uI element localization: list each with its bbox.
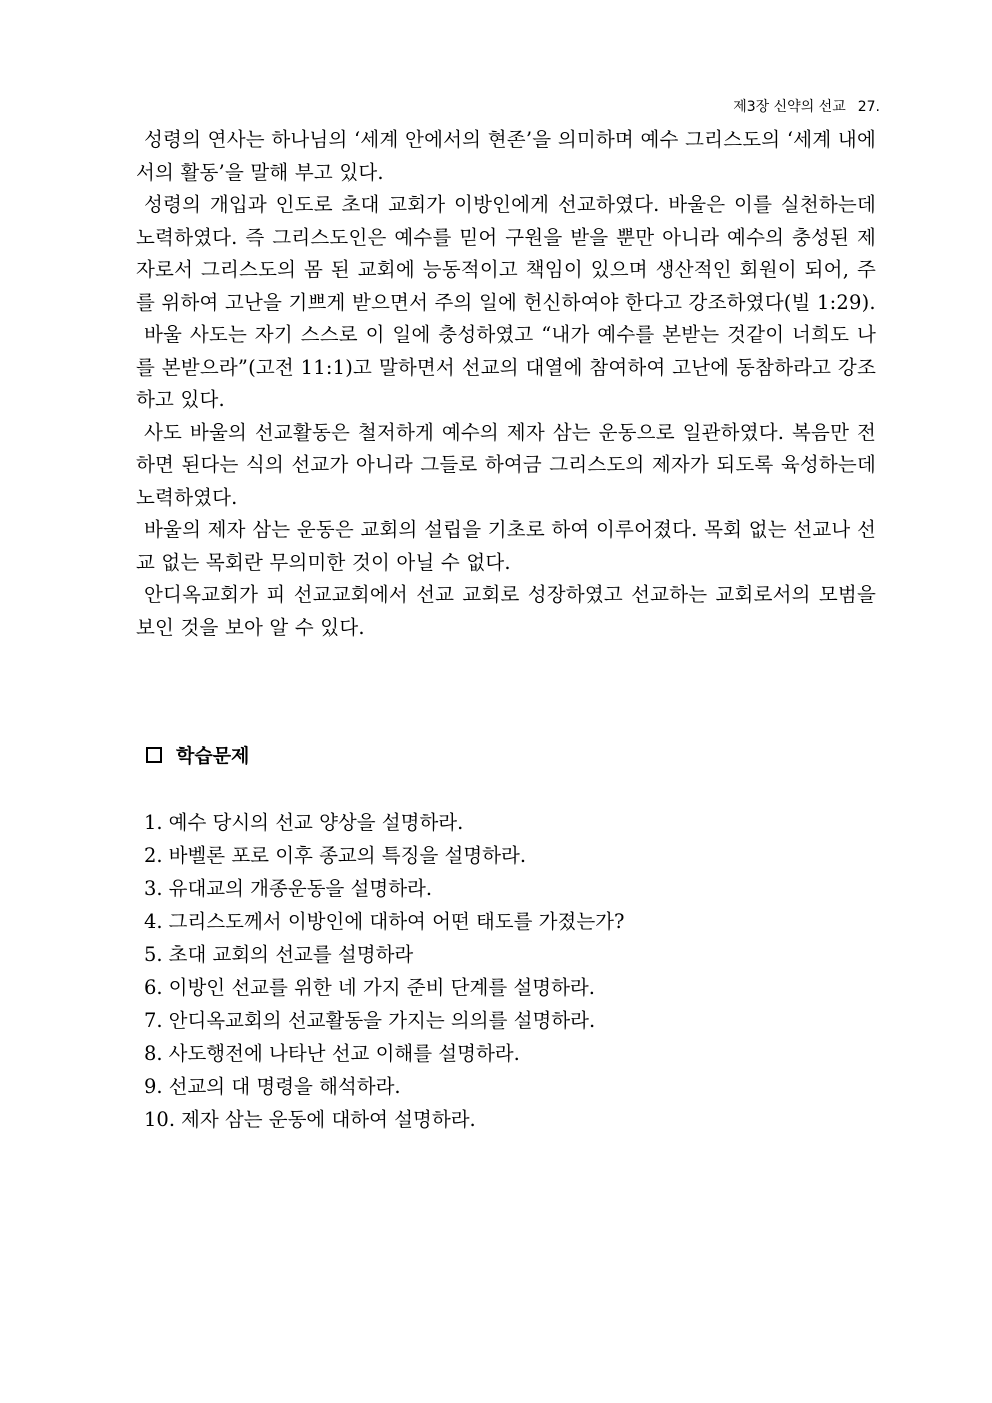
section-title: 학습문제 [176, 745, 250, 767]
question-number: 5. [144, 943, 163, 966]
study-questions-list [144, 806, 844, 1136]
question-text: 예수 당시의 선교 양상을 설명하라. [168, 811, 464, 834]
question-number: 10. [144, 1108, 176, 1131]
question-number: 1. [144, 811, 163, 834]
question-text: 유대교의 개종운동을 설명하라. [168, 877, 433, 900]
question-number: 9. [144, 1075, 163, 1098]
question-number: 3. [144, 877, 163, 900]
question-text: 바벨론 포로 이후 종교의 특징을 설명하라. [168, 844, 527, 867]
paragraph: 바울의 제자 삼는 운동은 교회의 설립을 기초로 하여 이루어졌다. 목회 없는 선교나 선교 없는 목회란 무의미한 것이 아닐 수 없다. [136, 518, 876, 574]
question-number: 6. [144, 976, 163, 999]
checkbox-empty-icon [146, 747, 162, 763]
question-text: 사도행전에 나타난 선교 이해를 설명하라. [168, 1042, 520, 1065]
page-number: 27. [857, 99, 880, 115]
paragraph: 성령의 개입과 인도로 초대 교회가 이방인에게 선교하였다. 바울은 이를 실천하는데 노력하였다. 즉 그리스도인은 예수를 믿어 구원을 받을 뿐만 아니라 예수의 충성된 제자로서 그리스도의 몸 된 교회에 능동적이고 책임이 있으며 생산적인 회원이 되어, 주를 위하여 고난을 기쁘게 받으면서 주의 일에 헌신하여야 한다고 강조하였다(빌 1:29). [136, 193, 876, 314]
question-number: 2. [144, 844, 163, 867]
question-text: 이방인 선교를 위한 네 가지 준비 단계를 설명하라. [168, 976, 595, 999]
question-text: 안디옥교회의 선교활동을 가지는 의의를 설명하라. [168, 1009, 596, 1032]
running-header [733, 96, 880, 116]
question-number: 8. [144, 1042, 163, 1065]
question-item [144, 971, 844, 1004]
question-item [144, 806, 844, 839]
study-questions-heading [146, 741, 249, 768]
question-item [144, 1004, 844, 1037]
question-item [144, 872, 844, 905]
question-text: 선교의 대 명령을 해석하라. [168, 1075, 401, 1098]
question-text: 제자 삼는 운동에 대하여 설명하라. [181, 1108, 476, 1131]
paragraph: 안디옥교회가 피 선교교회에서 선교 교회로 성장하였고 선교하는 교회로서의 모범을 보인 것을 보아 알 수 있다. [136, 583, 876, 639]
paragraph: 바울 사도는 자기 스스로 이 일에 충성하였고 “내가 예수를 본받는 것같이 너희도 나를 본받으라”(고전 11:1)고 말하면서 선교의 대열에 참여하여 고난에 동참하라고 강조하고 있다. [136, 323, 876, 411]
question-number: 4. [144, 910, 163, 933]
question-item [144, 938, 844, 971]
question-item [144, 905, 844, 938]
question-text: 초대 교회의 선교를 설명하라 [168, 943, 414, 966]
question-item [144, 839, 844, 872]
question-item [144, 1103, 844, 1136]
question-item [144, 1070, 844, 1103]
body-text [136, 124, 876, 644]
chapter-title: 제3장 신약의 선교 [733, 99, 846, 115]
paragraph: 성령의 연사는 하나님의 ‘세계 안에서의 현존’을 의미하며 예수 그리스도의 ‘세계 내에서의 활동’을 말해 부고 있다. [136, 128, 876, 184]
question-text: 그리스도께서 이방인에 대하여 어떤 태도를 가졌는가? [168, 910, 625, 933]
question-item [144, 1037, 844, 1070]
question-number: 7. [144, 1009, 163, 1032]
paragraph: 사도 바울의 선교활동은 철저하게 예수의 제자 삼는 운동으로 일관하였다. 복음만 전하면 된다는 식의 선교가 아니라 그들로 하여금 그리스도의 제자가 되도록 육성하는데 노력하였다. [136, 420, 876, 509]
